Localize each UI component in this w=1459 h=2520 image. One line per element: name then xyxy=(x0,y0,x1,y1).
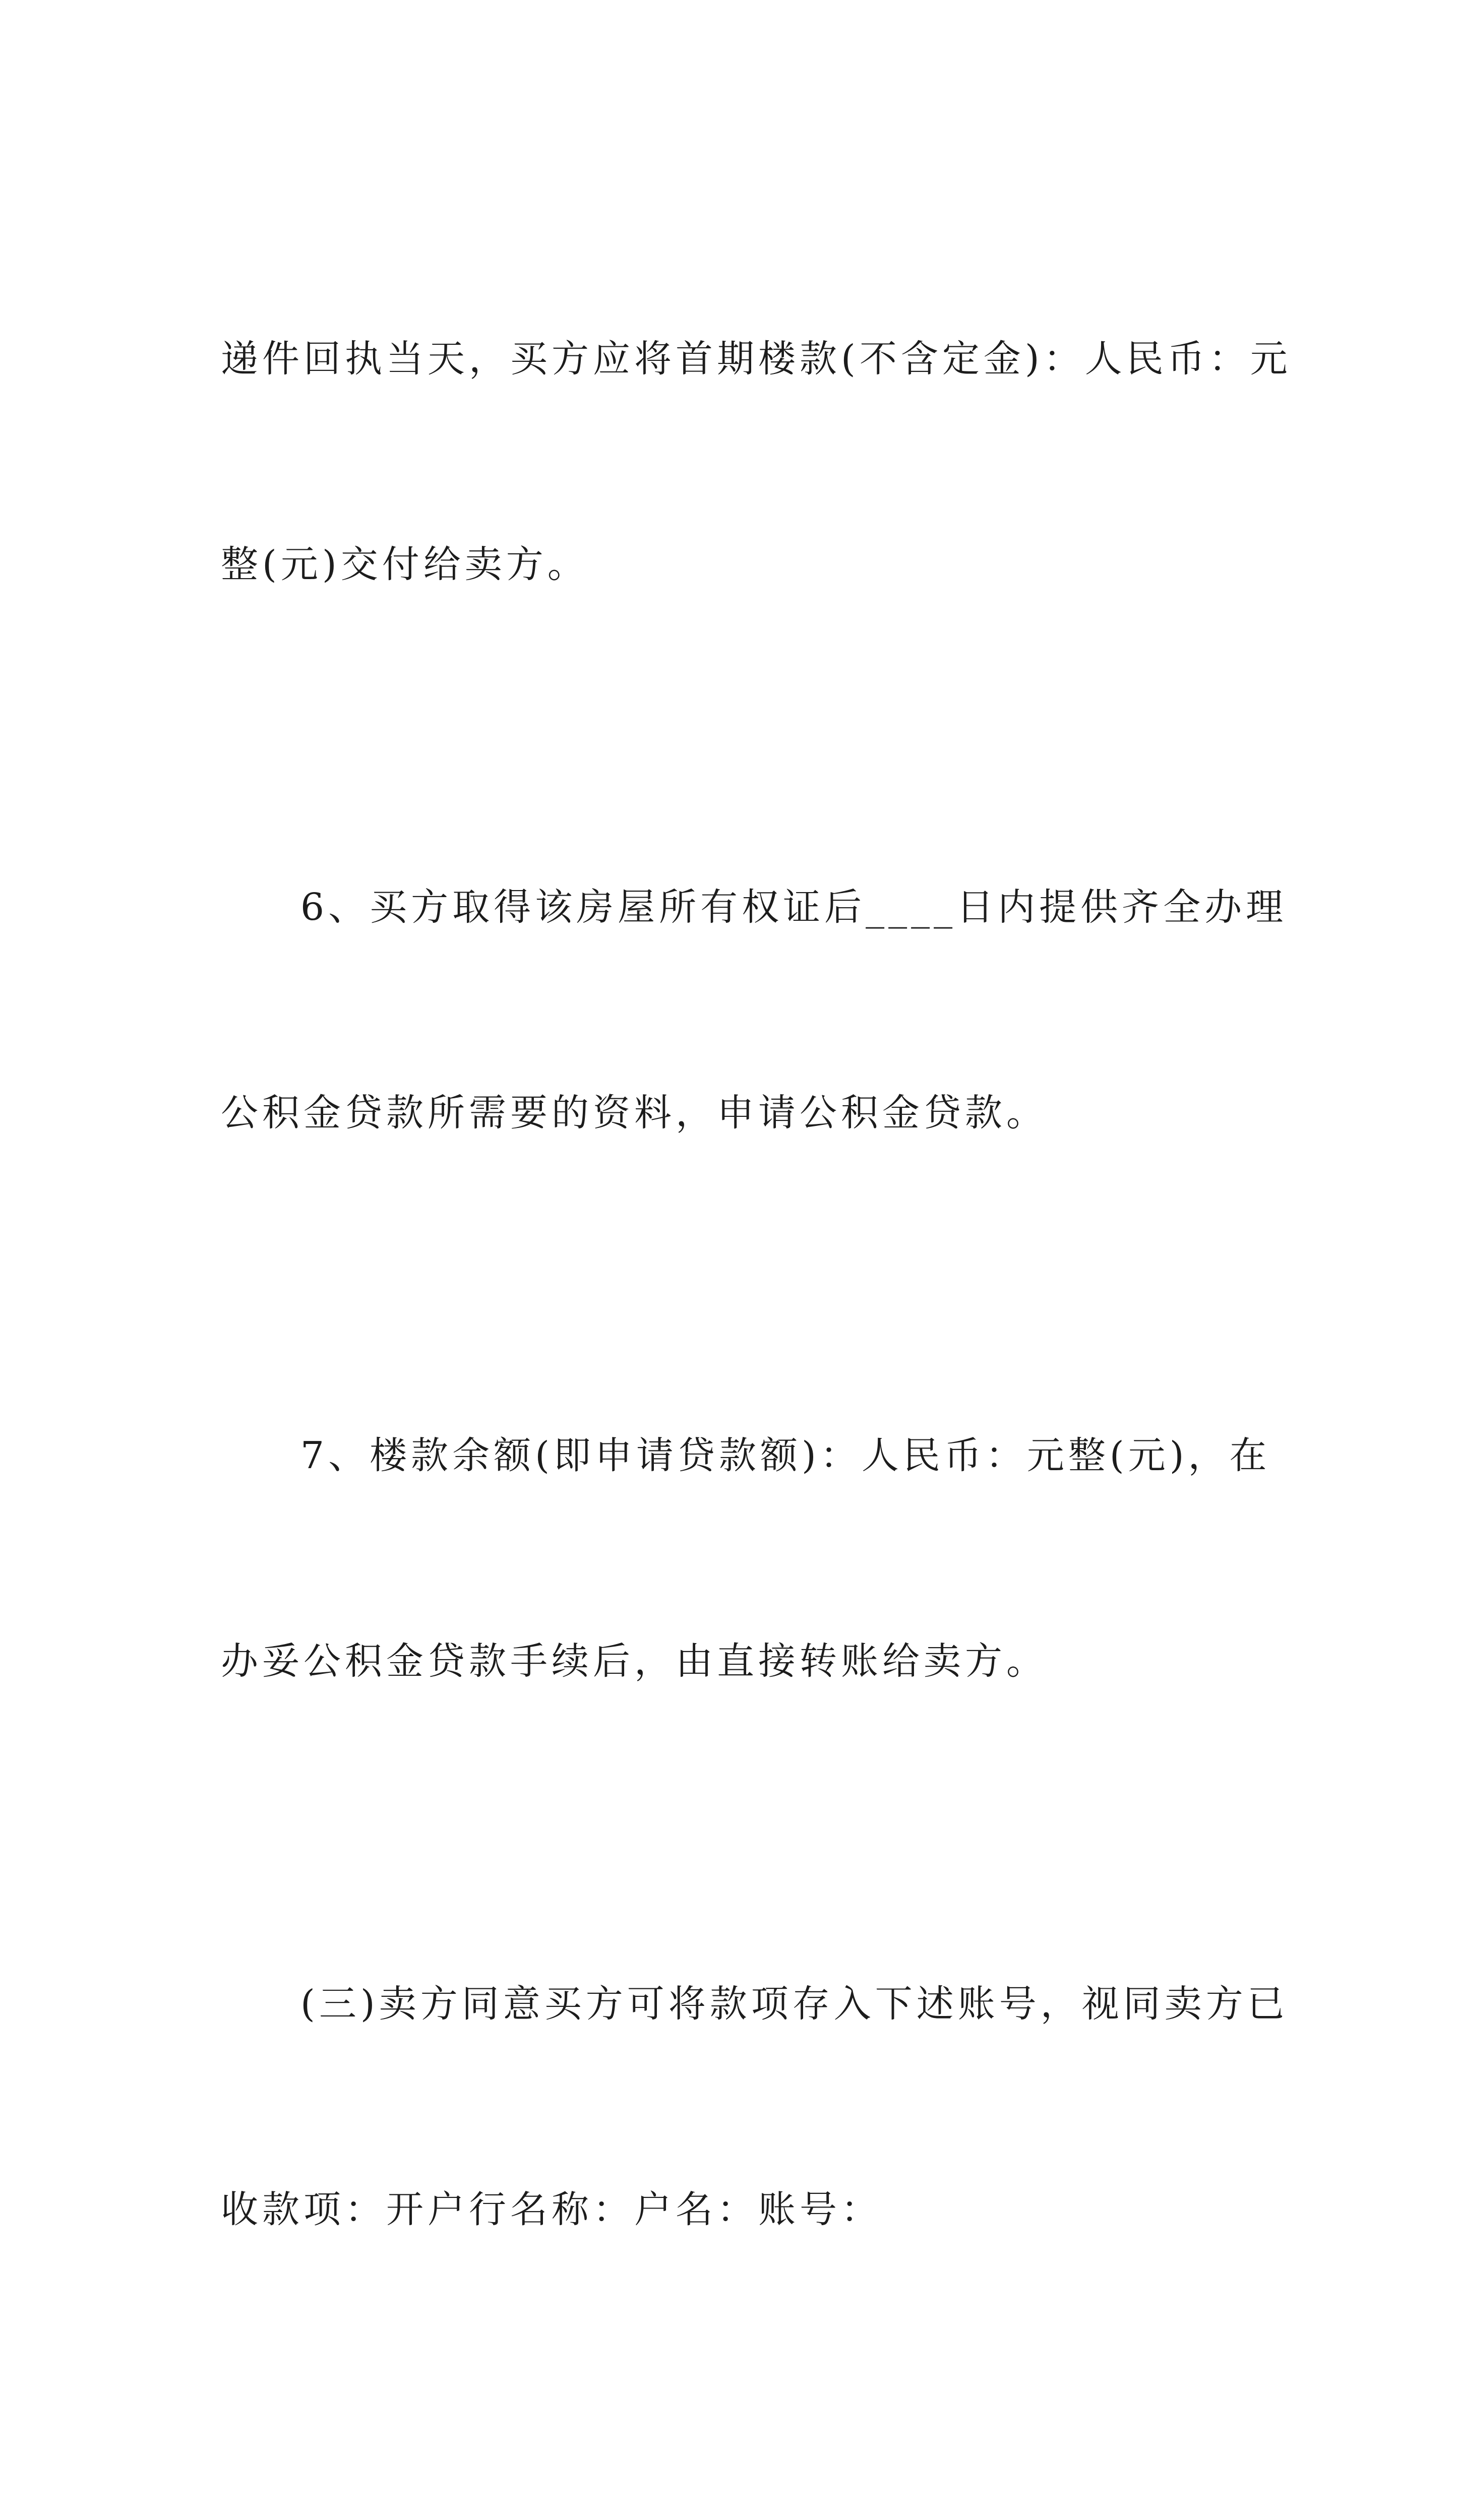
text-line: (三)卖方同意买方可将款项存入下述账号，视同卖方已 xyxy=(300,1982,1289,2026)
paragraph-article-4 xyxy=(221,2381,1244,2520)
text-line: 整(元)交付给卖方。 xyxy=(221,543,589,586)
text-line xyxy=(221,2518,1244,2520)
text-line: 收款项：开户行名称：户名：账号： xyxy=(221,2188,882,2231)
paragraph-payment-receipt xyxy=(221,187,1292,736)
document-body xyxy=(221,187,1292,2520)
paragraph-clause-7 xyxy=(221,1284,1271,1833)
text-line: 递件回执当天，买方应将首期楼款(不含定金)：人民币：元 xyxy=(221,337,1292,381)
paragraph-clause-6 xyxy=(221,736,1288,1284)
text-line: 7、楼款余额(即申请贷款额)：人民币：元整(元)，在 xyxy=(300,1434,1271,1477)
text-line: 6、买方取得该房屋所有权证后____日内提供齐全办理 xyxy=(300,886,1288,929)
paragraph-account-info xyxy=(221,1833,1289,2381)
text-line: 公积金贷款所需要的资料，申请公积金贷款。 xyxy=(221,1091,1048,1135)
text-line: 办妥公积金贷款手续后，由直接转账给卖方。 xyxy=(221,1640,1048,1683)
